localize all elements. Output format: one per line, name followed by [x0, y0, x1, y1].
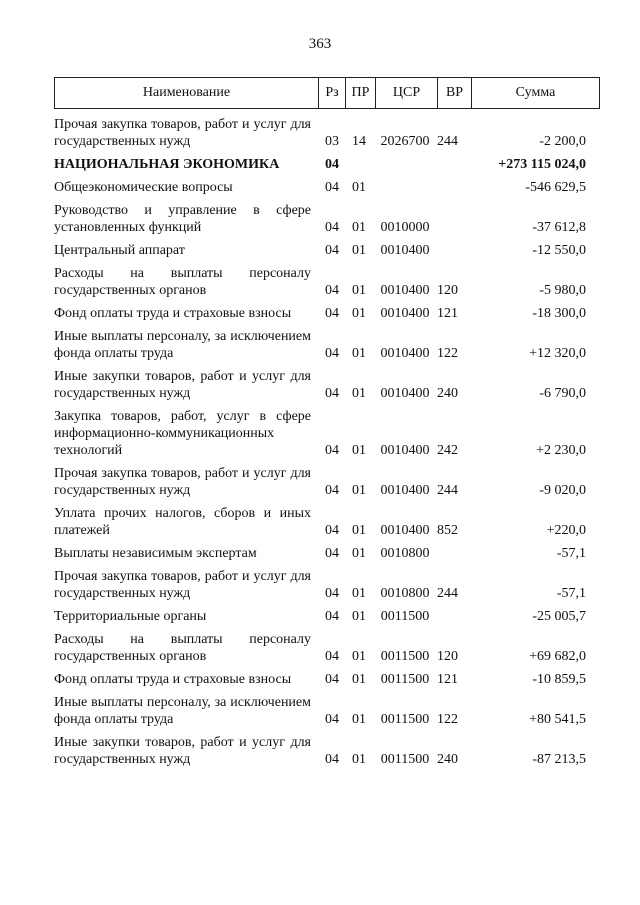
- row-sum: -2 200,0: [539, 134, 586, 149]
- row-csr: 0010400: [380, 483, 430, 498]
- row-pr: 14: [352, 134, 366, 149]
- table-row: [54, 405, 600, 462]
- row-vr: 121: [437, 306, 458, 321]
- row-vr: 120: [437, 649, 458, 664]
- row-pr: 01: [352, 609, 366, 624]
- row-pr: 01: [352, 306, 366, 321]
- row-sum: +220,0: [546, 523, 586, 538]
- table-row: [54, 462, 600, 502]
- header-name: Наименование: [142, 85, 231, 100]
- row-pr: 01: [352, 243, 366, 258]
- row-csr: 0011500: [380, 649, 430, 664]
- row-pr: 01: [352, 483, 366, 498]
- row-rz: 04: [325, 546, 339, 561]
- row-name: Уплата прочих налогов, сборов и иных платежей: [54, 506, 311, 538]
- row-sum: -546 629,5: [525, 180, 586, 195]
- row-rz: 04: [325, 157, 339, 172]
- row-csr: 0010400: [380, 443, 430, 458]
- table-body: [54, 113, 600, 771]
- table-header: [54, 77, 600, 109]
- row-name: Выплаты независимым экспертам: [54, 546, 257, 561]
- row-pr: 01: [352, 649, 366, 664]
- table-row: [54, 668, 600, 691]
- row-name: Центральный аппарат: [54, 243, 185, 258]
- row-sum: -57,1: [556, 546, 586, 561]
- row-rz: 04: [325, 180, 339, 195]
- row-csr: 0011500: [380, 672, 430, 687]
- row-name: Прочая закупка товаров, работ и услуг для государственных нужд: [54, 117, 311, 149]
- row-vr: 244: [437, 134, 458, 149]
- table-row: [54, 239, 600, 262]
- row-csr: 0011500: [380, 609, 430, 624]
- header-pr: ПР: [345, 78, 375, 108]
- row-rz: 04: [325, 283, 339, 298]
- row-csr: 0010400: [380, 523, 430, 538]
- row-rz: 03: [325, 134, 339, 149]
- row-rz: 04: [325, 346, 339, 361]
- row-sum: +69 682,0: [529, 649, 586, 664]
- table-row: [54, 365, 600, 405]
- row-vr: 122: [437, 346, 458, 361]
- row-csr: 0010400: [380, 283, 430, 298]
- row-pr: 01: [352, 523, 366, 538]
- row-csr: 0010400: [380, 306, 430, 321]
- row-rz: 04: [325, 523, 339, 538]
- row-name: Фонд оплаты труда и страховые взносы: [54, 306, 292, 321]
- header-rz: Рз: [318, 78, 345, 108]
- row-csr: 0011500: [380, 712, 430, 727]
- table-row: [54, 302, 600, 325]
- row-rz: 04: [325, 672, 339, 687]
- row-name: Иные закупки товаров, работ и услуг для государственных нужд: [54, 735, 311, 767]
- row-csr: 0010400: [380, 346, 430, 361]
- table-row: [54, 731, 600, 771]
- row-sum: -25 005,7: [532, 609, 586, 624]
- row-pr: 01: [352, 386, 366, 401]
- row-sum: -37 612,8: [532, 220, 586, 235]
- row-sum: -9 020,0: [539, 483, 586, 498]
- header-csr: ЦСР: [375, 78, 437, 108]
- row-name: НАЦИОНАЛЬНАЯ ЭКОНОМИКА: [54, 157, 280, 172]
- row-sum: +80 541,5: [529, 712, 586, 727]
- table-row: [54, 542, 600, 565]
- row-csr: 2026700: [380, 134, 430, 149]
- table-row: [54, 628, 600, 668]
- row-name: Руководство и управление в сфере установленных функций: [54, 203, 311, 235]
- row-name: Территориальные органы: [54, 609, 207, 624]
- row-name: Закупка товаров, работ, услуг в сфере информационно-коммуникационных технологий: [54, 409, 311, 458]
- header-sum: Сумма: [471, 78, 599, 108]
- row-sum: +12 320,0: [529, 346, 586, 361]
- row-name: Иные выплаты персоналу, за исключением фонда оплаты труда: [54, 695, 311, 727]
- row-sum: -6 790,0: [539, 386, 586, 401]
- row-sum: -12 550,0: [532, 243, 586, 258]
- table-row: [54, 565, 600, 605]
- row-pr: 01: [352, 220, 366, 235]
- row-name: Прочая закупка товаров, работ и услуг для государственных нужд: [54, 466, 311, 498]
- row-csr: 0010800: [380, 546, 430, 561]
- row-name: Иные выплаты персоналу, за исключением фонда оплаты труда: [54, 329, 311, 361]
- row-name: Расходы на выплаты персоналу государственных органов: [54, 266, 311, 298]
- row-vr: 852: [437, 523, 458, 538]
- row-pr: 01: [352, 443, 366, 458]
- row-pr: 01: [352, 672, 366, 687]
- header-vr: ВР: [437, 78, 471, 108]
- row-pr: 01: [352, 283, 366, 298]
- row-rz: 04: [325, 483, 339, 498]
- row-name: Расходы на выплаты персоналу государственных органов: [54, 632, 311, 664]
- row-vr: 122: [437, 712, 458, 727]
- table-row-section: [54, 153, 600, 176]
- row-rz: 04: [325, 752, 339, 767]
- row-rz: 04: [325, 386, 339, 401]
- row-rz: 04: [325, 243, 339, 258]
- row-rz: 04: [325, 649, 339, 664]
- row-vr: 240: [437, 752, 458, 767]
- table-row: [54, 199, 600, 239]
- row-name: Фонд оплаты труда и страховые взносы: [54, 672, 292, 687]
- table-row: [54, 605, 600, 628]
- row-csr: 0010000: [380, 220, 430, 235]
- row-rz: 04: [325, 443, 339, 458]
- row-sum: -10 859,5: [532, 672, 586, 687]
- row-sum: +273 115 024,0: [498, 157, 586, 172]
- row-csr: 0010400: [380, 243, 430, 258]
- row-csr: 0011500: [380, 752, 430, 767]
- row-vr: 242: [437, 443, 458, 458]
- row-rz: 04: [325, 220, 339, 235]
- row-name: Иные закупки товаров, работ и услуг для государственных нужд: [54, 369, 311, 401]
- table-row: [54, 502, 600, 542]
- row-vr: 244: [437, 483, 458, 498]
- table-row: [54, 691, 600, 731]
- row-csr: 0010400: [380, 386, 430, 401]
- row-pr: 01: [352, 546, 366, 561]
- budget-table: [54, 77, 600, 771]
- row-name: Прочая закупка товаров, работ и услуг для государственных нужд: [54, 569, 311, 601]
- row-pr: 01: [352, 346, 366, 361]
- row-rz: 04: [325, 586, 339, 601]
- row-sum: -57,1: [556, 586, 586, 601]
- row-rz: 04: [325, 306, 339, 321]
- row-vr: 240: [437, 386, 458, 401]
- row-vr: 244: [437, 586, 458, 601]
- table-row: [54, 113, 600, 153]
- row-pr: 01: [352, 752, 366, 767]
- row-vr: 120: [437, 283, 458, 298]
- row-pr: 01: [352, 586, 366, 601]
- row-rz: 04: [325, 712, 339, 727]
- row-csr: 0010800: [380, 586, 430, 601]
- row-sum: -87 213,5: [532, 752, 586, 767]
- row-pr: 01: [352, 712, 366, 727]
- row-pr: 01: [352, 180, 366, 195]
- row-sum: -18 300,0: [532, 306, 586, 321]
- table-row: [54, 176, 600, 199]
- page-number: 363: [308, 36, 332, 52]
- row-name: Общеэкономические вопросы: [54, 180, 233, 195]
- row-sum: -5 980,0: [539, 283, 586, 298]
- table-row: [54, 325, 600, 365]
- row-rz: 04: [325, 609, 339, 624]
- row-sum: +2 230,0: [536, 443, 586, 458]
- table-row: [54, 262, 600, 302]
- row-vr: 121: [437, 672, 458, 687]
